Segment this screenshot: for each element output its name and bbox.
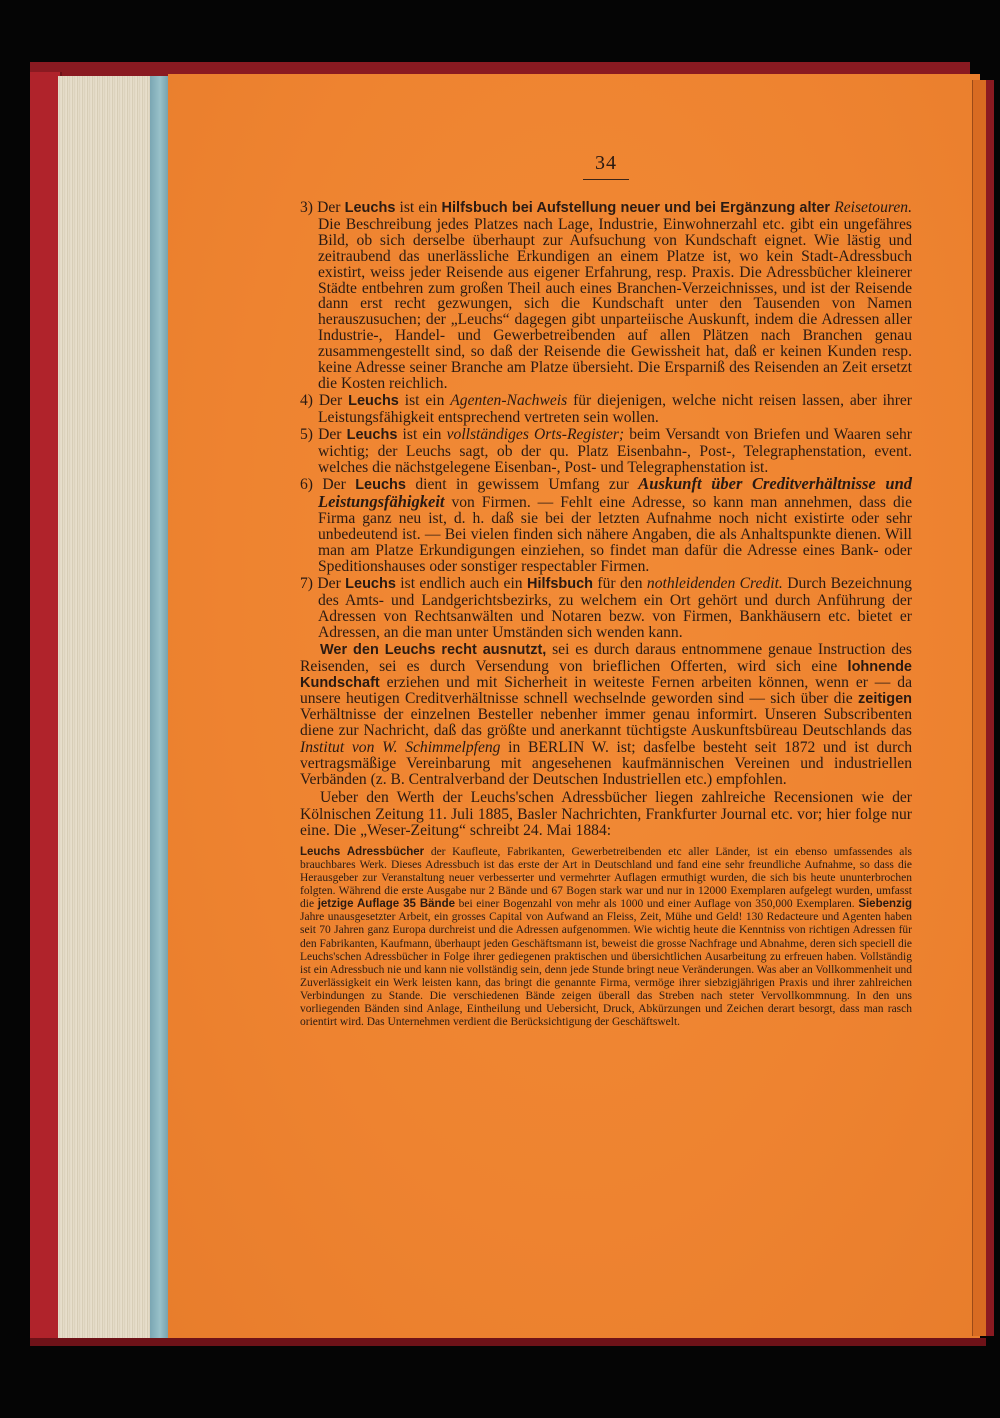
text-run: ist ein	[395, 199, 442, 216]
blue-leaf	[150, 76, 170, 1338]
list-item	[300, 393, 912, 426]
numbered-list	[300, 200, 912, 640]
text-run: Institut von W. Schimmelpfeng	[300, 738, 501, 756]
text-run: nothleidenden Credit.	[646, 574, 783, 592]
text-run: beim Versandt von Briefen und Waaren sehr wichtig; der Leuchs sagt, ob der qu. Platz Eisenbahn-, Post-, Telegraphenstation, event. welches die nächstgelegene Eisenban-, Post- und Telegraphenstation ist.	[318, 425, 912, 476]
text-run: ist ein	[398, 391, 451, 409]
paragraph	[300, 790, 912, 839]
text-run: Leuchs	[348, 392, 399, 409]
text-run: Leuchs Adressbücher	[300, 845, 425, 858]
list-item	[300, 427, 912, 476]
text-run: Der	[318, 391, 349, 409]
page-number: 34	[595, 152, 617, 174]
text-run: Siebenzig	[858, 898, 912, 911]
text-run: ist endlich auch ein	[395, 574, 527, 592]
list-item-number: 5)	[300, 425, 319, 443]
paragraph	[300, 642, 912, 788]
text-run: lohnende Kundschaft	[300, 658, 912, 691]
text-run: Der	[317, 199, 345, 216]
text-run: Jahre unausgesetzter Arbeit, ein grosses Capital von Aufwand an Fleiss, Zeit, Mühe und Geld! 130 Redacteure und Agenten haben seit 70 Jahren ganz Europa durchreist und die Adressen aufgenommen. Wie wichtig heute die Kenntniss von richtigen Adressen für den Fabrikanten, Kaufmann, überhaupt jeden Geschäftsmann ist, beweist die grosse Nachfrage und Abnahme, deren sich speciell die Leuchs'schen Adressbücher in Folge ihrer gediegenen praktischen und übersichtlichen Ausarbeitung zu erfreuen haben. Vollständig ist ein Adressbuch nie und kann nie vollständig sein, denn jede Stunde bringt neue Veränderungen. Was aber an Vollkommenheit und Zuverlässigkeit ein Werk leisten kann, das bringt die genannte Firma, vermöge ihrer siebzigjährigen Praxis und ihrer zahlreichen Verbindungen zu Stande. Die verschiedenen Bände zeigen überall das Streben nach steter Vervollkommnung. In den uns vorliegenden Bänden sind Anlage, Eintheilung und Uebersicht, Druck, Abkürzungen und Zeichen derart besorgt, dass man rasch orientirt wird. Das Unternehmen verdient die Berücksichtigung der Geschäftswelt.	[300, 911, 912, 1029]
text-run: Wer den Leuchs recht ausnutzt,	[320, 642, 547, 659]
text-run: von Firmen. — Fehlt eine Adresse, so kann man annehmen, dass die Firma ganz neu ist, d. h. daß sie bei der letzten Aufnahme noch nicht existirte oder sehr unbedeutend ist. — Bei vielen finden sich nähere Angaben, die als Anhaltspunkte dienen. Will man am Platze Erkundigungen einziehen, so findet man dafür die Adresse eines Bank- oder Speditionshauses oder sonstiger respectabler Firmen.	[318, 494, 912, 575]
body-paragraphs	[300, 642, 912, 838]
right-page-edge	[972, 80, 987, 1336]
review-quote	[300, 846, 912, 1029]
text-run: Leuchs	[346, 426, 398, 443]
list-item	[300, 200, 912, 392]
text-run: jetzige Auflage 35 Bände	[317, 898, 455, 911]
right-cover	[986, 80, 994, 1336]
text-run: ist ein	[397, 425, 447, 443]
list-item-number: 7)	[300, 574, 318, 592]
list-item-number: 6)	[300, 476, 323, 494]
text-run: dient in gewissem Umfang zur	[405, 476, 639, 494]
text-run: sei es durch daraus entnommene genaue Instruction des Reisenden, sei es durch Versendung von brieflichen Offerten, wird sich eine	[300, 641, 912, 675]
text-run: zeitigen	[858, 691, 912, 708]
text-run: vollständiges Orts-Register;	[446, 425, 625, 443]
text-run: in BERLIN W. ist; dasfelbe besteht seit 1872 und ist durch vertragsmäßige Vereinbarung mit angesehenen kaufmännischen Vereinen und industriellen Verbänden (z. B. Centralverband der Deutschen Industriellen etc.) empfohlen.	[300, 738, 912, 789]
text-run: Der	[322, 476, 356, 494]
text-run: Der	[317, 574, 346, 592]
text-run: Ueber den Werth der Leuchs'schen Adressbücher liegen zahlreiche Recensionen wie der Kölnischen Zeitung 11. Juli 1885, Basler Nachrichten, Frankfurter Journal etc. vor; hier folge nur eine. Die „Weser-Zeitung“ schreibt 24. Mai 1884:	[300, 789, 912, 839]
text-run: erziehen und mit Sicherheit in weiteste Fernen arbeiten können, wenn er — da unsere heutigen Creditverhältnisse schnell wechselnde geworden sind — sich über die	[300, 673, 912, 708]
bottom-cover	[30, 1338, 986, 1346]
text-run: Auskunft über Creditverhältnisse und Leistungsfähigkeit	[318, 474, 912, 512]
page-text	[300, 152, 912, 1029]
text-run: für den	[593, 574, 647, 592]
text-run: Verhältnisse der einzelnen Besteller nebenher immer genau informirt. Unseren Subscribenten diene zur Nachricht, daß das größte und anerkannt tüchtigste Auskunftsbüreau Deutschlands das	[300, 706, 912, 740]
text-run: Hilfsbuch bei Aufstellung neuer und bei Ergänzung alter	[441, 200, 831, 216]
text-run: Der	[318, 425, 347, 443]
text-run: für diejenigen, welche nicht reisen lassen, aber ihrer Leistungsfähigkeit entsprechend vertreten sein wollen.	[318, 391, 913, 426]
text-run: Die Beschreibung jedes Platzes nach Lage, Industrie, Einwohnerzahl etc. gibt ein ungefähres Bild, ob sich derselbe überhaupt zur Aufsuchung von Kundschaft eignet. Wie lästig und zeitraubend das unerlässliche Erkundigen an einem Platze ist, wo kein Stadt-Adressbuch existirt, weiss jeder Reisende aus eigener Erfahrung, resp. Praxis. Die Adressbücher kleinerer Städte entbehren zum großen Theil auch eines Branchen-Verzeichnisses, und ist der Reisende dann erst recht gezwungen, sich die Kundschaft unter den Tausenden von Namen herauszusuchen; der „Leuchs“ dagegen gibt unparteiische Auskunft, indem die Adressen aller Industrie-, Handel- und Gewerbetreibenden auf allen Plätzen nach Branchen genau zusammengestellt sind, so daß der Reisende die Gewissheit hat, daß er keinen Kunden resp. keine Adresse seiner Branche am Platze übersieht. Die Ersparniß des Reisenden an Zeit ersetzt die Kosten reichlich.	[318, 215, 912, 392]
page-number-rule	[583, 179, 629, 180]
text-run: bei einer Bogenzahl von mehr als 1000 und einer Auflage von 350,000 Exemplaren.	[455, 898, 859, 911]
text-run: Leuchs	[345, 575, 396, 592]
text-run: der Kaufleute, Fabrikanten, Gewerbetreibenden etc aller Länder, ist ein ebenso umfassendes als brauchbares Werk. Dieses Adressbuch ist das erste der Art in Deutschland und fand eine sehr freundliche Aufnahme, so dass die Herausgeber zur Veranstaltung neuer verbesserter und vermehrter Auflagen ermuthigt wurden, die sich bis heute ununterbrochen folgten. Während die erste Ausgabe nur 2 Bände und 67 Bogen stark war und nur in 12000 Exemplaren aufgelegt wurden, umfasst die	[300, 845, 912, 911]
list-item	[300, 576, 912, 641]
text-run: Hilfsbuch	[526, 575, 594, 592]
text-run: Leuchs	[344, 200, 396, 216]
list-item-number: 4)	[300, 391, 319, 409]
list-item-number: 3)	[300, 199, 318, 216]
list-item	[300, 476, 912, 574]
text-run: Reisetouren.	[834, 199, 913, 216]
text-run: Agenten-Nachweis	[450, 391, 568, 409]
text-run: Leuchs	[355, 477, 406, 494]
page-edges	[58, 76, 151, 1338]
text-run: Durch Bezeichnung des Amts- und Landgerichtsbezirks, zu welchem ein Ort gehört und durch Anführung der Adressen von Rechtsanwälten und Notaren bezw. von Firmen, Bankhäusern etc. bietet er Adressen, an die man unter Umständen sich wenden kann.	[318, 574, 912, 641]
